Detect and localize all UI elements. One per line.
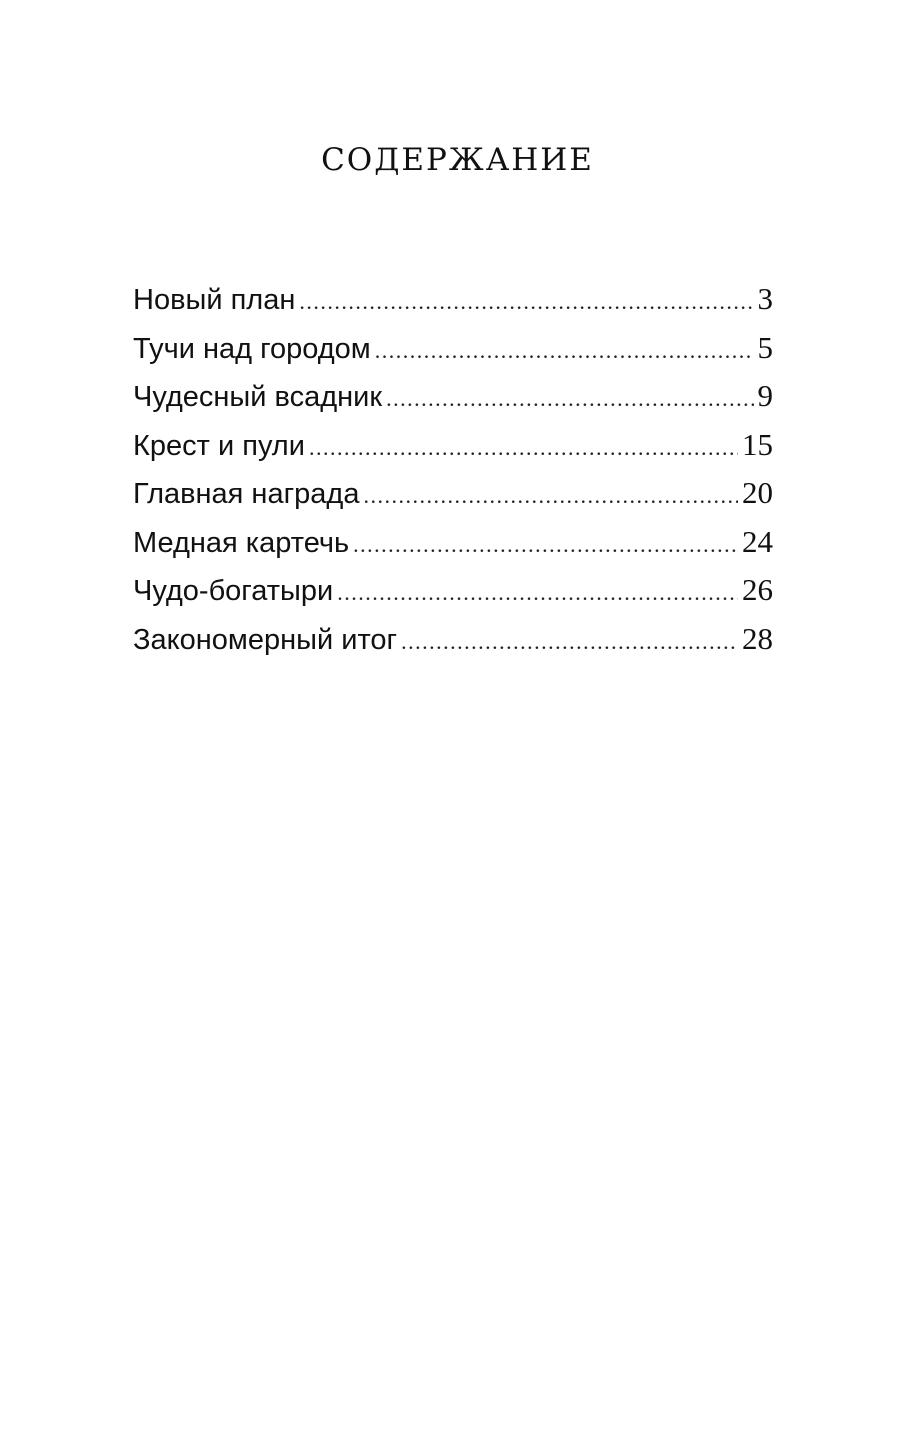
dot-leader — [337, 573, 738, 613]
page-title: СОДЕРЖАНИЕ — [321, 142, 594, 178]
dot-leader — [309, 428, 738, 468]
dot-leader — [363, 476, 738, 516]
toc-entry-title: Закономерный итог — [133, 623, 398, 656]
dot-leader — [299, 282, 753, 322]
toc-entry-page-number: 20 — [742, 475, 773, 510]
toc-entry-page-number: 28 — [742, 620, 773, 656]
table-of-contents — [133, 279, 773, 667]
toc-entry-page-number: 26 — [742, 572, 773, 607]
toc-entry — [133, 376, 773, 425]
toc-entry-page-number: 24 — [742, 523, 773, 559]
toc-entry — [133, 328, 773, 377]
toc-entry-page-number: 15 — [742, 426, 773, 462]
toc-entry — [133, 619, 773, 668]
toc-entry-title: Новый план — [133, 284, 296, 316]
toc-entry-title: Чудо-богатыри — [133, 575, 334, 607]
toc-entry — [133, 425, 773, 474]
dot-leader — [386, 379, 753, 419]
toc-entry-title: Тучи над городом — [133, 332, 371, 365]
toc-entry-title: Главная награда — [133, 478, 360, 510]
dot-leader — [353, 525, 738, 565]
toc-entry-title: Медная картечь — [133, 526, 350, 559]
toc-entry — [133, 570, 773, 619]
toc-entry — [133, 473, 773, 522]
toc-entry-title: Чудесный всадник — [133, 381, 383, 413]
toc-entry-title: Крест и пули — [133, 429, 305, 462]
toc-entry — [133, 522, 773, 571]
toc-entry-page-number: 3 — [757, 281, 773, 316]
toc-entry — [133, 279, 773, 328]
toc-entry-page-number: 5 — [757, 329, 773, 365]
dot-leader — [401, 622, 738, 662]
toc-entry-page-number: 9 — [757, 378, 773, 413]
dot-leader — [375, 331, 754, 371]
